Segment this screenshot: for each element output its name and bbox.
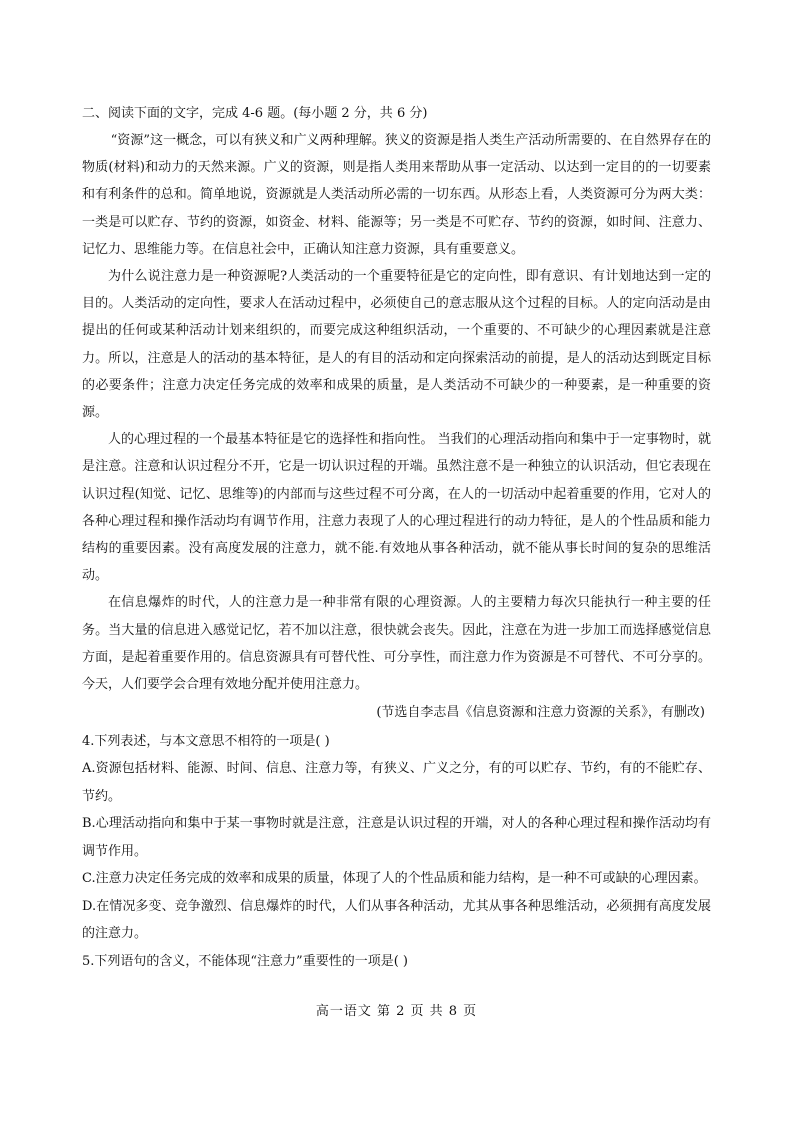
passage-source: (节选自李志昌《信息资源和注意力资源的关系》，有删改) [376,705,705,721]
question-4-option-b: B.心理活动指向和集中于某一事物时就是注意，注意是认识过程的开端，对人的各种心理过程和操作活动均有调节作用。 [82,816,711,859]
question-4-option-d: D.在情况多变、竞争激烈、信息爆炸的时代，人们从事各种活动，尤其从事各种思维活动，必须拥有高度发展的注意力。 [82,898,711,942]
passage-paragraph-1: “资源”这一概念，可以有狭义和广义两种理解。狭义的资源是指人类生产活动所需要的、在自然界存在的物质(材料)和动力的天然来源。广义的资源，则是指人类用来帮助从事一定活动、以达到一定目的的一切要素和有利条件的总和。简单地说，资源就是人类活动所必需的一切东西。从形态上看，人类资源可分为两大类：一类是可以贮存、节约的资源，如资金、材料、能源等；另一类是不可贮存、节约的资源，如时间、注意力、记忆力、思维能力等。在信息社会中，正确认知注意力资源，具有重要意义。 [82,133,711,257]
question-4 [82,728,711,948]
passage-paragraph-2: 为什么说注意力是一种资源呢?人类活动的一个重要特征是它的定向性，即有意识、有计划地达到一定的目的。人类活动的定向性，要求人在活动过程中，必须使自己的意志服从这个过程的目标。人的定向活动是由提出的任何或某种活动计划来组织的，而要完成这种组织活动，一个重要的、不可缺少的心理因素就是注意力。所以，注意是人的活动的基本特征，是人的有目的活动和定向探索活动的前提，是人的活动达到既定目标的必要条件；注意力决定任务完成的效率和成果的质量，是人类活动不可缺少的一种要素，是一种重要的资源。 [82,269,711,421]
question-5 [82,948,711,975]
question-4-option-a: A.资源包括材料、能源、时间、信息、注意力等，有狭义、广义之分，有的可以贮存、节约，有的不能贮存、节约。 [82,761,711,804]
reading-passage [82,127,711,726]
section-heading: 二、阅读下面的文字，完成 4-6 题。(每小题 2 分，共 6 分) [82,106,428,121]
passage-paragraph-3: 人的心理过程的一个最基本特征是它的选择性和指向性。 当我们的心理活动指向和集中于一定事物时，就是注意。注意和认识过程分不开，它是一切认识过程的开端。虽然注意不是一种独立的认识活动，但它表现在认识过程(知觉、记忆、思维等)的内部而与这些过程不可分离，在人的一切活动中起着重要的作用，它对人的各种心理过程和操作活动均有调节作用，注意力表现了人的心理过程进行的动力特征，是人的个性品质和能力结构的重要因素。没有高度发展的注意力，就不能.有效地从事各种活动，就不能从事长时间的复杂的思维活动。 [82,432,711,584]
question-4-stem: 4.下列表述，与本文意思不相符的一项是( ) [82,734,330,750]
question-5-stem: 5.下列语句的含义，不能体现“注意力”重要性的一项是( ) [82,953,408,969]
passage-paragraph-4: 在信息爆炸的时代，人的注意力是一种非常有限的心理资源。人的主要精力每次只能执行一种主要的任务。当大量的信息进入感觉记忆，若不加以注意，很快就会丧失。因此，注意在为进一步加工而选择感觉信息方面，是起着重要作用的。信息资源具有可替代性、可分享性，而注意力作为资源是不可替代、不可分享的。今天，人们要学会合理有效地分配并使用注意力。 [82,595,711,693]
question-4-option-c: C.注意力决定任务完成的效率和成果的质量，体现了人的个性品质和能力结构，是一种不可或缺的心理因素。 [82,871,707,887]
page-footer: 高一语文 第 2 页 共 8 页 [315,1004,478,1019]
